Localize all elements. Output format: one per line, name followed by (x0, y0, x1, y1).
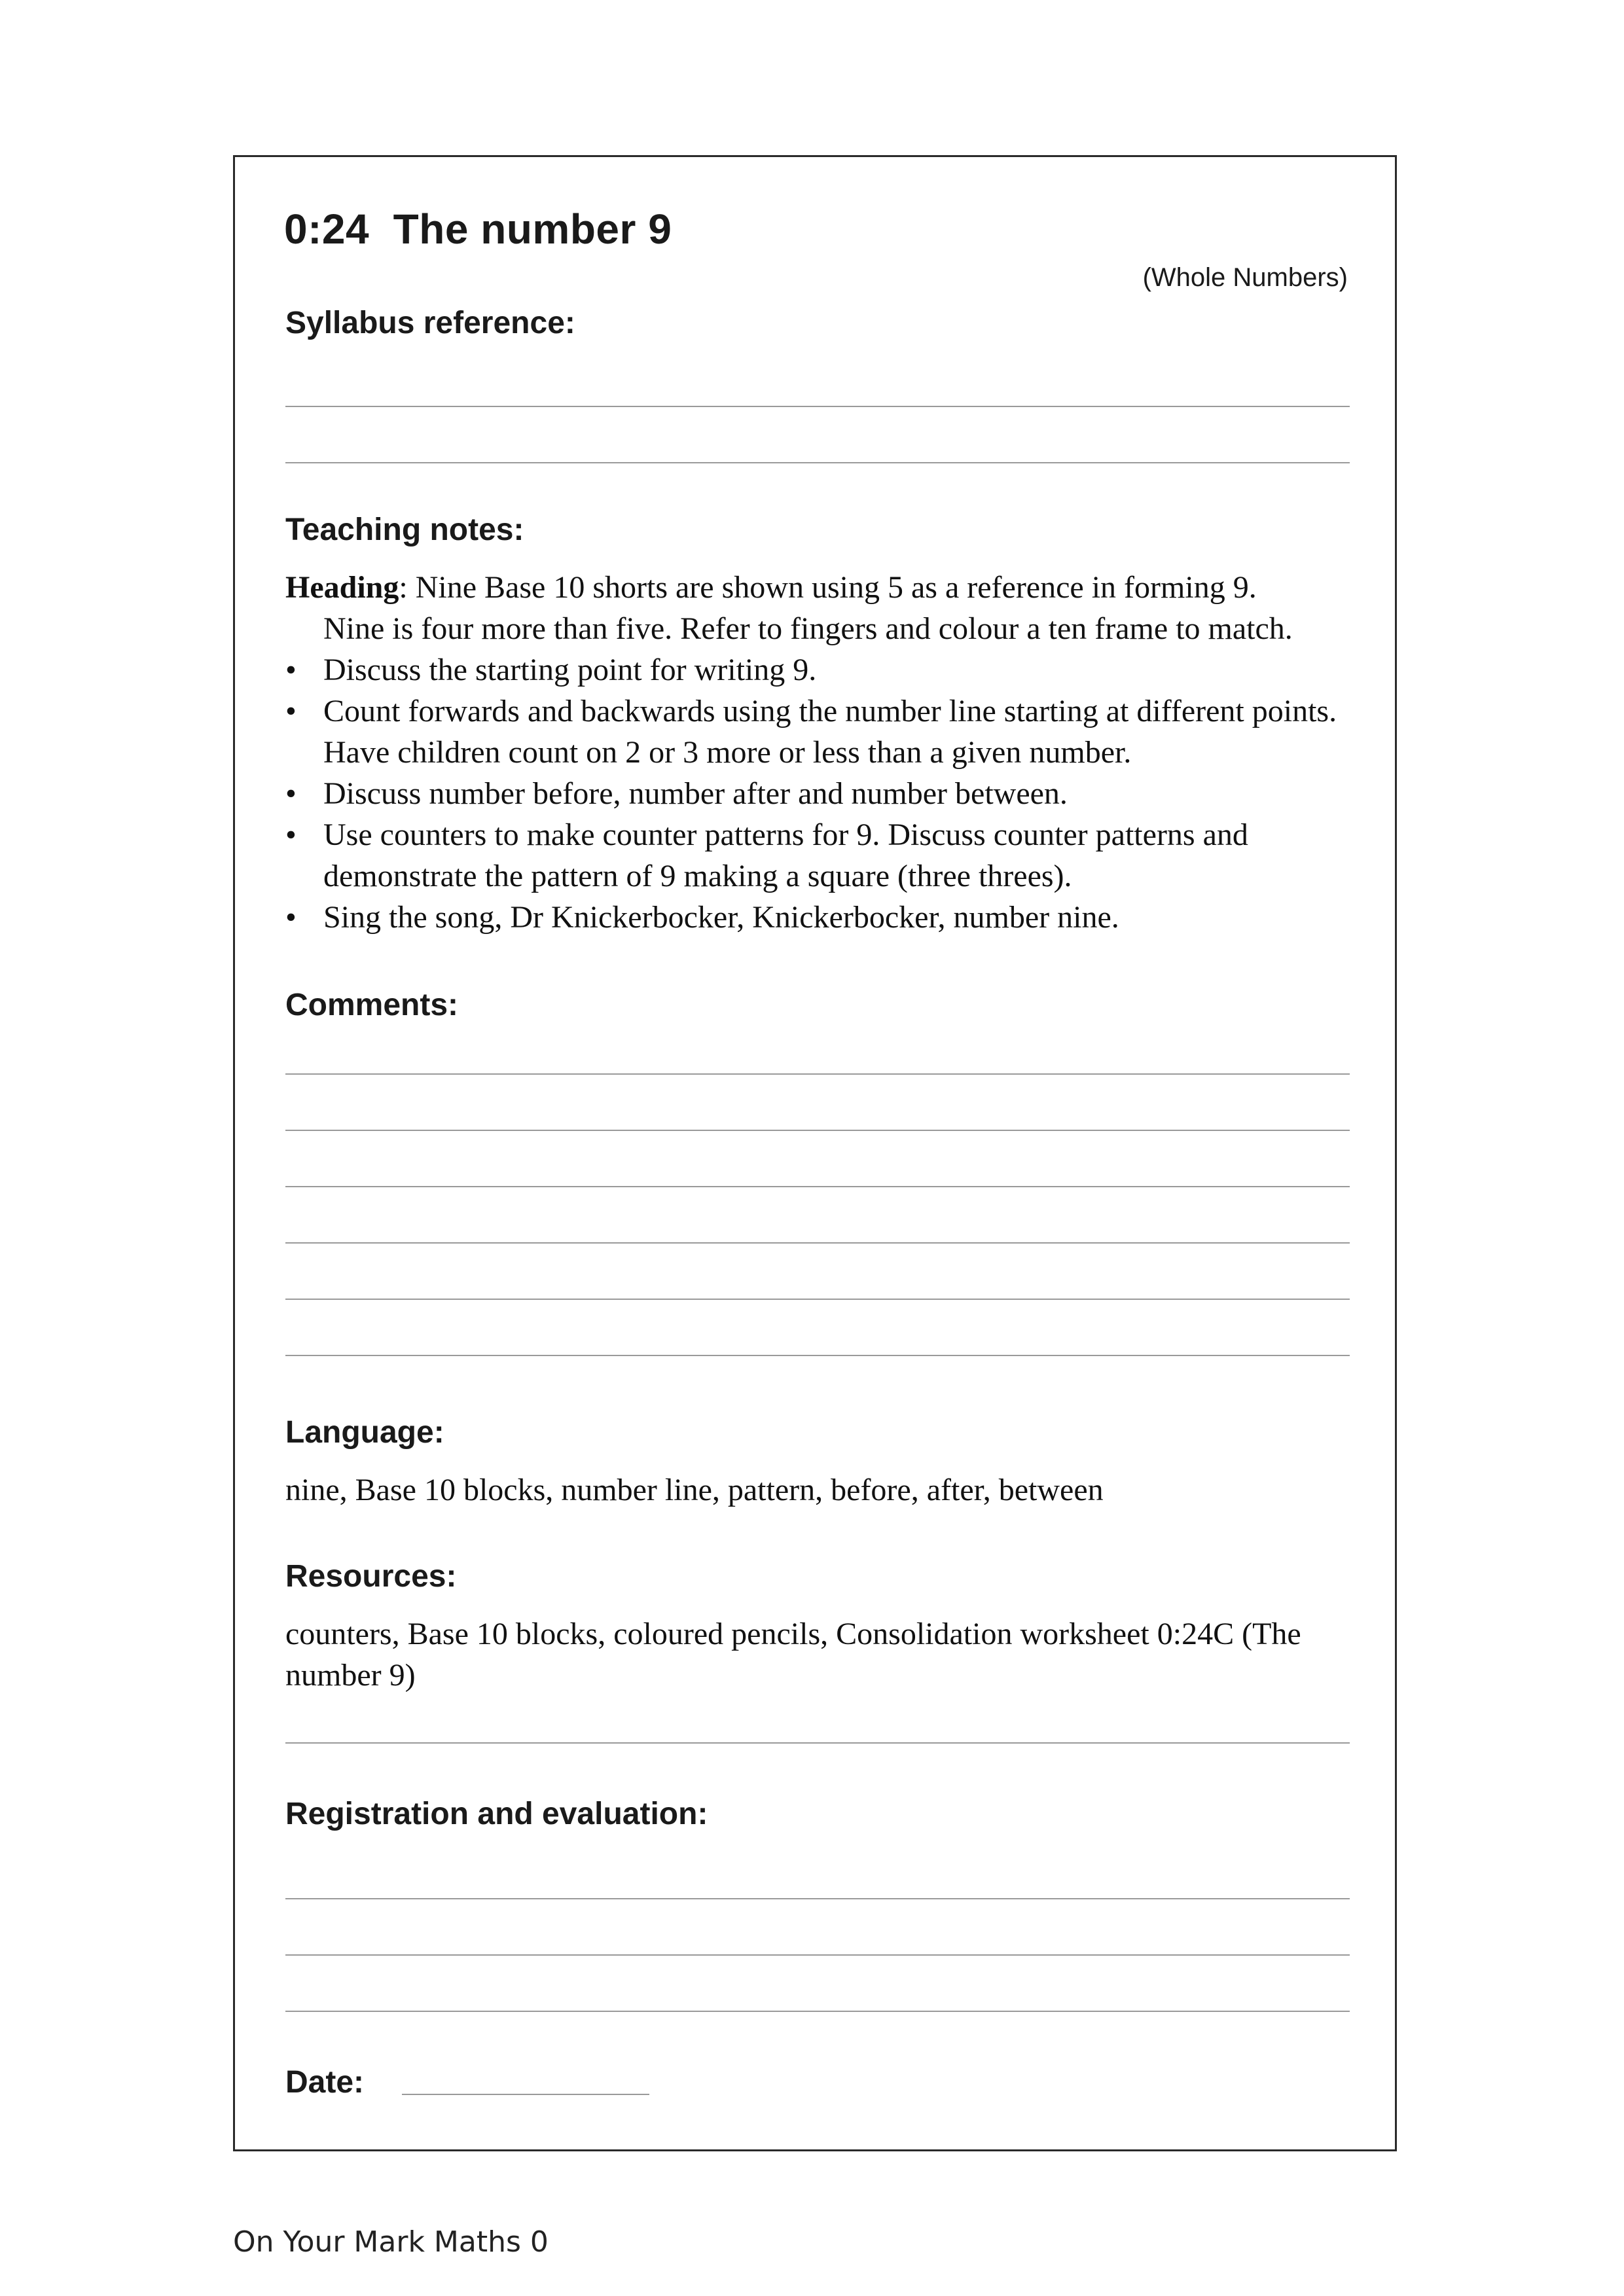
date-line (402, 2094, 649, 2095)
page-frame (233, 155, 1397, 2151)
comments-heading: Comments: (285, 988, 459, 1022)
category-label: (Whole Numbers) (1142, 263, 1348, 292)
page-footer: On Your Mark Maths 0 (233, 2225, 549, 2259)
comments-line-3 (285, 1186, 1350, 1187)
date-label: Date: (285, 2065, 365, 2100)
resources-text: counters, Base 10 blocks, coloured pencils, Consolidation worksheet 0:24C (The number 9) (285, 1617, 1301, 1693)
resources-line (285, 1742, 1350, 1744)
teaching-notes-body (285, 567, 1359, 938)
comments-line-4 (285, 1242, 1350, 1244)
heading-note-label: Heading (285, 570, 399, 605)
registration-line-1 (285, 1898, 1350, 1899)
comments-line-1 (285, 1073, 1350, 1075)
list-item: • Discuss the starting point for writing 9. (285, 649, 1359, 691)
teaching-notes-list (285, 649, 1359, 938)
list-item: • Sing the song, Dr Knickerbocker, Knickerbocker, number nine. (285, 897, 1359, 938)
registration-line-2 (285, 1954, 1350, 1956)
comments-line-2 (285, 1130, 1350, 1131)
language-text: nine, Base 10 blocks, number line, pattern, before, after, between (285, 1473, 1104, 1507)
heading-note-text: : Nine Base 10 shorts are shown using 5 as a reference in forming 9. (399, 570, 1257, 605)
registration-line-3 (285, 2011, 1350, 2012)
page-title: 0:24 The number 9 (284, 206, 672, 253)
list-item: • Discuss number before, number after and number between. (285, 773, 1359, 814)
list-item: • Use counters to make counter patterns for 9. Discuss counter patterns and demonstrate the pattern of 9 making a square (three threes). (285, 814, 1359, 897)
list-item: • Count forwards and backwards using the number line starting at different points. Have children count on 2 or 3 more or less than a given number. (285, 691, 1359, 773)
comments-line-5 (285, 1299, 1350, 1300)
comments-line-6 (285, 1355, 1350, 1356)
language-heading: Language: (285, 1415, 444, 1450)
syllabus-line-2 (285, 462, 1350, 463)
heading-note (285, 567, 1359, 608)
heading-note-continuation: Nine is four more than five. Refer to fingers and colour a ten frame to match. (323, 611, 1293, 646)
teaching-notes-heading: Teaching notes: (285, 512, 524, 547)
resources-heading: Resources: (285, 1559, 457, 1594)
syllabus-reference-heading: Syllabus reference: (285, 306, 575, 340)
registration-evaluation-heading: Registration and evaluation: (285, 1797, 708, 1831)
syllabus-line-1 (285, 406, 1350, 407)
